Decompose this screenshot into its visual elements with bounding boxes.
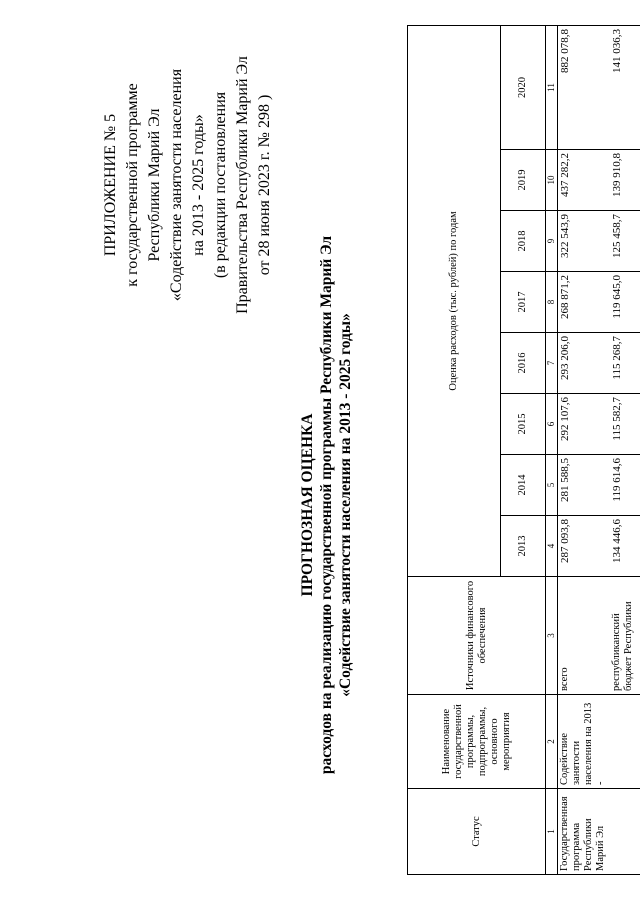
document-title bbox=[298, 225, 355, 785]
row-source: республиканский бюджет Республики bbox=[610, 577, 640, 695]
row-value: 141 036,3 bbox=[610, 26, 640, 150]
header-year: 2013 bbox=[501, 516, 546, 577]
row-value: 287 093,8 bbox=[558, 516, 611, 577]
appendix-line: Правительства Республики Марий Эл bbox=[234, 56, 251, 314]
row-name: Содействие занятости населения на 2013 - bbox=[558, 695, 640, 789]
column-index: 5 bbox=[546, 455, 558, 516]
title-line-1: ПРОГНОЗНАЯ ОЦЕНКА bbox=[299, 413, 316, 597]
row-value: 292 107,6 bbox=[558, 394, 611, 455]
row-value: 882 078,8 bbox=[558, 26, 611, 150]
column-index: 3 bbox=[546, 577, 558, 695]
column-index-row bbox=[546, 26, 558, 875]
column-index: 4 bbox=[546, 516, 558, 577]
header-year: 2017 bbox=[501, 272, 546, 333]
header-status: Статус bbox=[408, 789, 546, 875]
row-value: 293 206,0 bbox=[558, 333, 611, 394]
header-row-1 bbox=[408, 26, 501, 875]
title-line-3: «Содействие занятости населения на 2013 - 2025 годы» bbox=[337, 313, 354, 697]
column-index: 1 bbox=[546, 789, 558, 875]
appendix-line: на 2013 - 2025 годы» bbox=[190, 114, 207, 256]
row-value: 437 282,2 bbox=[558, 150, 611, 211]
row-status: Государственная программа Республики Марий Эл bbox=[558, 789, 640, 875]
table-row bbox=[558, 26, 611, 875]
row-source: всего bbox=[558, 577, 611, 695]
column-index: 10 bbox=[546, 150, 558, 211]
column-index: 8 bbox=[546, 272, 558, 333]
title-line-2: расходов на реализацию государственной программы Республики Марий Эл bbox=[318, 235, 335, 775]
row-value: 322 543,9 bbox=[558, 211, 611, 272]
column-index: 6 bbox=[546, 394, 558, 455]
appendix-line: к государственной программе bbox=[124, 83, 141, 287]
appendix-line: Республики Марий Эл bbox=[146, 108, 163, 262]
row-value: 268 871,2 bbox=[558, 272, 611, 333]
header-year: 2020 bbox=[501, 26, 546, 150]
appendix-line: «Содействие занятости населения bbox=[168, 68, 185, 302]
header-sources: Источники финансового обеспечения bbox=[408, 577, 546, 695]
row-value: 115 268,7 bbox=[610, 333, 640, 394]
row-value: 281 588,5 bbox=[558, 455, 611, 516]
header-year: 2016 bbox=[501, 333, 546, 394]
header-estimate: Оценка расходов (тыс. рублей) по годам bbox=[408, 26, 501, 577]
header-year: 2015 bbox=[501, 394, 546, 455]
column-index: 9 bbox=[546, 211, 558, 272]
row-value: 139 910,8 bbox=[610, 150, 640, 211]
row-value: 119 614,6 bbox=[610, 455, 640, 516]
appendix-header bbox=[100, 20, 276, 350]
column-index: 2 bbox=[546, 695, 558, 789]
appendix-line: (в редакции постановления bbox=[212, 91, 229, 279]
column-index: 7 bbox=[546, 333, 558, 394]
row-value: 119 645,0 bbox=[610, 272, 640, 333]
header-year: 2018 bbox=[501, 211, 546, 272]
row-value: 115 582,7 bbox=[610, 394, 640, 455]
expenditure-table bbox=[407, 25, 640, 875]
row-value: 134 446,6 bbox=[610, 516, 640, 577]
header-year: 2014 bbox=[501, 455, 546, 516]
header-name: Наименование государственной программы, подпрограммы, основного мероприятия bbox=[408, 695, 546, 789]
appendix-line: от 28 июня 2023 г. № 298 ) bbox=[256, 94, 273, 276]
column-index: 11 bbox=[546, 26, 558, 150]
appendix-line: ПРИЛОЖЕНИЕ № 5 bbox=[102, 113, 119, 257]
header-year: 2019 bbox=[501, 150, 546, 211]
row-value: 125 458,7 bbox=[610, 211, 640, 272]
